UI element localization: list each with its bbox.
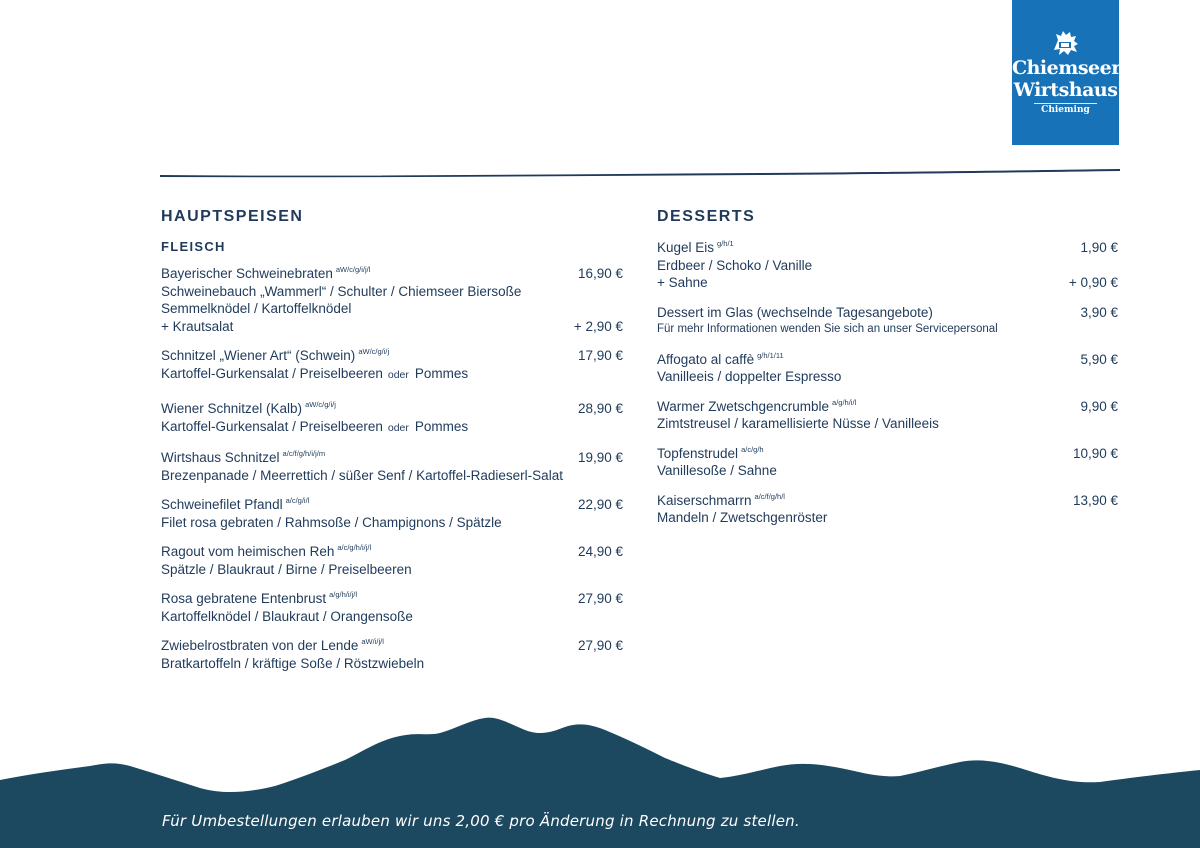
item-name: Wiener Schnitzel (Kalb) <box>161 401 303 416</box>
allergen-codes: a/c/f/g/h/l <box>754 491 785 501</box>
menu-item <box>161 400 623 437</box>
item-price: 27,90 € <box>577 591 623 606</box>
allergen-codes: a/c/g/h/i/j/l <box>337 543 372 552</box>
menu-item <box>161 590 623 625</box>
extra-price: + 0,90 € <box>1068 275 1118 290</box>
extra-label: + Sahne <box>657 275 708 290</box>
item-description: Bratkartoffeln / kräftige Soße / Röstzwiebeln <box>161 655 425 671</box>
item-name: Schweinefilet Pfandl <box>161 497 283 512</box>
item-price: 13,90 € <box>1072 492 1118 508</box>
logo-location: Chieming <box>1041 105 1090 115</box>
item-name: Affogato al caffè <box>657 351 755 367</box>
item-name: Warmer Zwetschgencrumble <box>657 398 830 414</box>
menu-item <box>161 449 623 484</box>
item-name: Kaiserschmarrn <box>657 492 752 508</box>
oder-separator: oder <box>387 368 409 381</box>
allergen-codes: a/g/h/i/j/l <box>329 590 358 599</box>
oder-separator: oder <box>387 421 409 434</box>
section-title-desserts: DESSERTS <box>657 208 756 225</box>
item-name: Dessert im Glas (wechselnde Tagesangebote) <box>657 304 933 320</box>
item-price: 16,90 € <box>577 266 623 281</box>
allergen-codes: a/c/f/g/h/i/j/m <box>282 449 326 458</box>
item-name: Bayerischer Schweinebraten <box>161 266 333 281</box>
item-name: Topfenstrudel <box>657 445 739 461</box>
allergen-codes: aW/c/g/i/j <box>305 400 336 409</box>
allergen-codes: a/c/g/h <box>741 444 764 454</box>
menu-item <box>161 637 623 672</box>
allergen-codes: aW/i/j/l <box>361 637 384 646</box>
menu-item <box>161 543 623 578</box>
item-price: 28,90 € <box>577 401 623 416</box>
allergen-codes: g/h/1 <box>717 239 734 248</box>
header-divider <box>160 165 1120 181</box>
menu-item <box>161 265 623 335</box>
menu-item <box>657 239 1118 292</box>
item-description: Kartoffelknödel / Blaukraut / Orangensoße <box>161 608 413 624</box>
item-description: Zimtstreusel / karamellisierte Nüsse / Vanilleeis <box>657 416 939 431</box>
item-description: Kartoffel-Gurkensalat / Preiselbeeren <box>161 365 383 381</box>
item-description-alt: Pommes <box>414 365 469 381</box>
item-price: 10,90 € <box>1072 445 1118 461</box>
main-dishes-column <box>161 208 623 684</box>
item-price: 22,90 € <box>577 497 623 512</box>
logo-line-1: Chiemseer <box>1012 57 1121 79</box>
allergen-codes: aW/c/g/i/j/l <box>335 265 371 274</box>
item-description: Vanilleeis / doppelter Espresso <box>657 369 842 384</box>
allergen-codes: aW/c/g/i/j <box>358 347 390 356</box>
section-subtitle-meat: FLEISCH <box>161 239 226 254</box>
item-price: 1,90 € <box>1080 240 1118 255</box>
restaurant-logo <box>1012 0 1119 145</box>
item-name: Zwiebelrostbraten von der Lende <box>161 638 359 653</box>
item-description: Semmelknödel / Kartoffelknödel <box>161 301 352 316</box>
extra-price: + 2,90 € <box>573 318 623 334</box>
logo-divider <box>1034 103 1097 104</box>
section-title-main: HAUPTSPEISEN <box>161 208 304 225</box>
menu-item <box>657 445 1118 480</box>
item-price: 9,90 € <box>1080 398 1118 414</box>
allergen-codes: g/h/1/11 <box>757 350 784 360</box>
item-description: Spätzle / Blaukraut / Birne / Preiselbeeren <box>161 561 412 577</box>
menu-item <box>161 347 623 384</box>
allergen-codes: a/c/g/i/l <box>285 496 310 505</box>
item-description: Vanillesoße / Sahne <box>657 463 777 478</box>
extra-label: + Krautsalat <box>161 318 234 334</box>
item-description-alt: Pommes <box>414 418 469 434</box>
item-price: 5,90 € <box>1080 351 1118 367</box>
item-description: Schweinebauch „Wammerl“ / Schulter / Chiemseer Biersoße <box>161 283 522 299</box>
footer-notice: Für Umbestellungen erlauben wir uns 2,00 € pro Änderung in Rechnung zu stellen. <box>162 812 800 830</box>
item-price: 17,90 € <box>577 348 623 363</box>
menu-item <box>657 492 1118 527</box>
item-name: Ragout vom heimischen Reh <box>161 544 335 559</box>
item-name: Wirtshaus Schnitzel <box>161 450 280 465</box>
item-description: Kartoffel-Gurkensalat / Preiselbeeren <box>161 418 383 434</box>
menu-item <box>657 351 1118 386</box>
item-price: 19,90 € <box>577 450 623 465</box>
item-description: Brezenpanade / Meerrettich / süßer Senf / Kartoffel-Radieserl-Salat <box>161 467 563 483</box>
item-description: Filet rosa gebraten / Rahmsoße / Champignons / Spätzle <box>161 514 502 530</box>
menu-item <box>657 304 1118 339</box>
lion-emblem-icon <box>1050 28 1082 58</box>
allergen-codes: a/g/h/i/l <box>832 397 857 407</box>
item-description: Erdbeer / Schoko / Vanille <box>657 257 813 273</box>
item-price: 27,90 € <box>577 638 623 653</box>
item-price: 24,90 € <box>577 544 623 559</box>
desserts-column <box>657 208 1118 539</box>
item-name: Rosa gebratene Entenbrust <box>161 591 327 606</box>
logo-line-2: Wirtshaus <box>1013 79 1118 101</box>
item-description: Mandeln / Zwetschgenröster <box>657 510 828 525</box>
menu-item <box>161 496 623 531</box>
item-name: Schnitzel „Wiener Art“ (Schwein) <box>161 348 356 363</box>
item-name: Kugel Eis <box>657 240 715 255</box>
item-note: Für mehr Informationen wenden Sie sich an unser Servicepersonal <box>657 323 998 335</box>
item-price: 3,90 € <box>1080 304 1118 320</box>
menu-item <box>657 398 1118 433</box>
